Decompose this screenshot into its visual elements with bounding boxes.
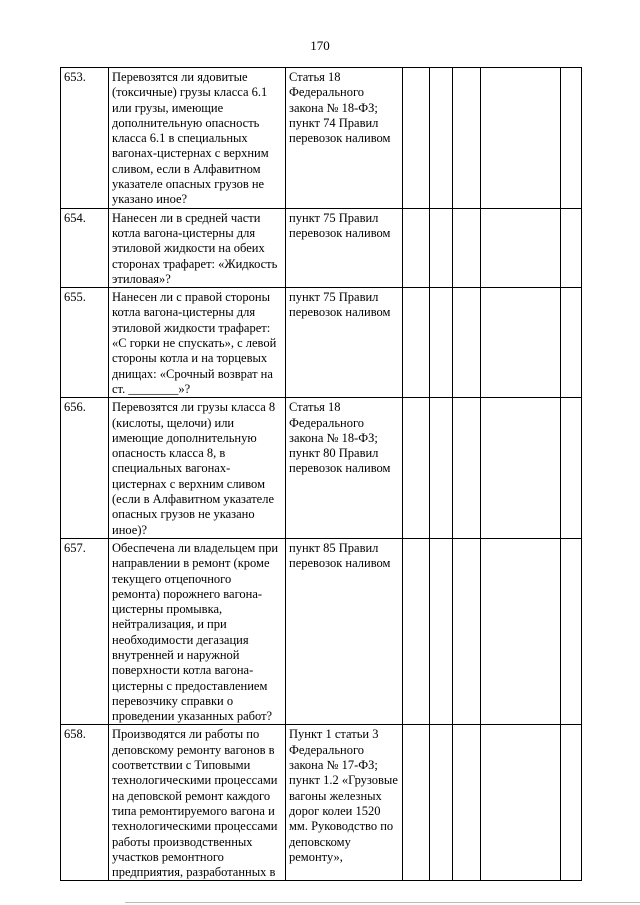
requirement-question: Перевозятся ли грузы класса 8 (кислоты, щелочи) или имеющие дополнительную опасность класса 8, в специальных вагонах-цистернах с верхним сливом (если в Алфавитном указателе опасных грузов не указано иное)? [109, 398, 286, 539]
note-cell [481, 398, 561, 539]
answer-yes-cell [403, 538, 430, 725]
row-number: 657. [61, 538, 109, 725]
extra-cell [561, 538, 582, 725]
answer-na-cell [453, 68, 481, 209]
requirement-question: Производятся ли работы по деповскому ремонту вагонов в соответствии с Типовыми технологическими процессами на деповской ремонт каждого типа ремонтируемого вагона и технологическими процессами работы производственных участков ремонтного предприятия, разработанных в [109, 725, 286, 881]
requirement-question: Обеспечена ли владельцем при направлении в ремонт (кроме текущего отцепочного ремонта) порожнего вагона-цистерны промывка, нейтрализация, и при необходимости дегазация внутренней и наружной поверхности котла вагона-цистерны с предоставлением перевозчику справки о проведении указанных работ? [109, 538, 286, 725]
answer-na-cell [453, 725, 481, 881]
note-cell [481, 725, 561, 881]
requirement-question: Нанесен ли в средней части котла вагона-цистерны для этиловой жидкости на обеих сторонах трафарет: «Жидкость этиловая»? [109, 208, 286, 287]
row-number: 656. [61, 398, 109, 539]
table-row [61, 538, 582, 725]
legal-reference: Статья 18 Федерального закона № 18-ФЗ; пункт 74 Правил перевозок наливом [286, 68, 403, 209]
legal-reference: пункт 85 Правил перевозок наливом [286, 538, 403, 725]
table-row [61, 288, 582, 398]
row-number: 653. [61, 68, 109, 209]
legal-reference: пункт 75 Правил перевозок наливом [286, 288, 403, 398]
extra-cell [561, 725, 582, 881]
note-cell [481, 538, 561, 725]
answer-yes-cell [403, 398, 430, 539]
legal-reference: Статья 18 Федерального закона № 18-ФЗ; пункт 80 Правил перевозок наливом [286, 398, 403, 539]
note-cell [481, 68, 561, 209]
table-row [61, 725, 582, 881]
requirement-question: Нанесен ли с правой стороны котла вагона-цистерны для этиловой жидкости трафарет: «С горки не спускать», с левой стороны котла и на торцевых днищах: «Срочный возврат на ст. ________»? [109, 288, 286, 398]
answer-yes-cell [403, 725, 430, 881]
answer-no-cell [430, 68, 453, 209]
extra-cell [561, 208, 582, 287]
answer-na-cell [453, 398, 481, 539]
note-cell [481, 288, 561, 398]
page-number: 170 [310, 38, 330, 53]
answer-no-cell [430, 538, 453, 725]
answer-no-cell [430, 208, 453, 287]
scan-edge-line [125, 902, 640, 903]
note-cell [481, 208, 561, 287]
extra-cell [561, 398, 582, 539]
row-number: 654. [61, 208, 109, 287]
table-row [61, 68, 582, 209]
checklist-table [60, 67, 582, 881]
requirement-question: Перевозятся ли ядовитые (токсичные) грузы класса 6.1 или грузы, имеющие дополнительную опасность класса 6.1 в специальных вагонах-цистернах с верхним сливом, если в Алфавитном указателе опасных грузов не указано иное? [109, 68, 286, 209]
row-number: 655. [61, 288, 109, 398]
answer-na-cell [453, 288, 481, 398]
extra-cell [561, 68, 582, 209]
answer-yes-cell [403, 288, 430, 398]
answer-na-cell [453, 538, 481, 725]
extra-cell [561, 288, 582, 398]
legal-reference: пункт 75 Правил перевозок наливом [286, 208, 403, 287]
answer-yes-cell [403, 208, 430, 287]
answer-no-cell [430, 398, 453, 539]
answer-yes-cell [403, 68, 430, 209]
answer-no-cell [430, 288, 453, 398]
row-number: 658. [61, 725, 109, 881]
table-row [61, 208, 582, 287]
answer-na-cell [453, 208, 481, 287]
answer-no-cell [430, 725, 453, 881]
table-row [61, 398, 582, 539]
legal-reference: Пункт 1 статьи 3 Федерального закона № 17-ФЗ; пункт 1.2 «Грузовые вагоны железных дорог колеи 1520 мм. Руководство по деповскому ремонту», [286, 725, 403, 881]
